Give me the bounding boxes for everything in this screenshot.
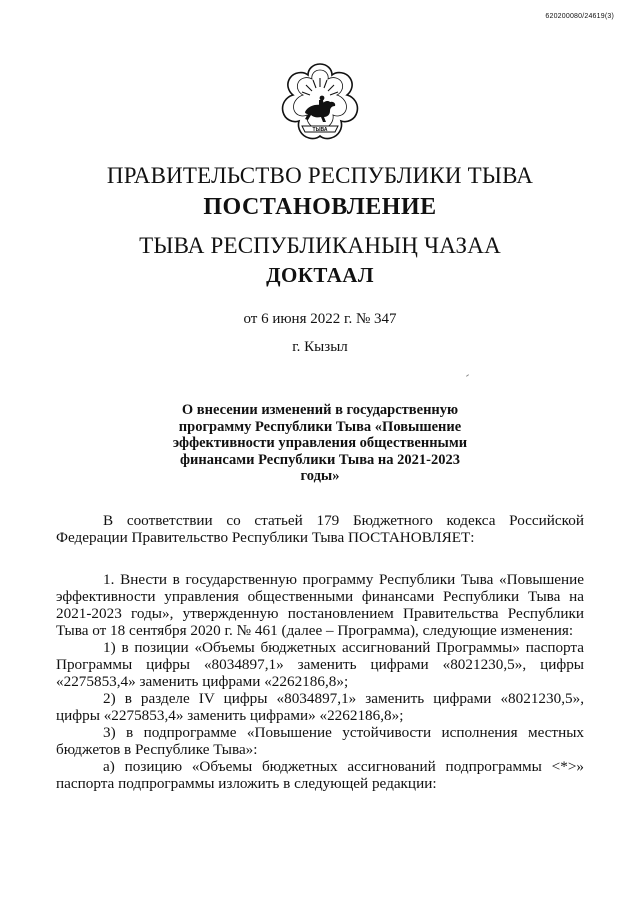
decree-title-tyv: ДОКТААЛ bbox=[266, 263, 374, 287]
decree-title-ru: ПОСТАНОВЛЕНИЕ bbox=[203, 194, 437, 220]
body-paragraph-1: 1. Внести в государственную программу Республики Тыва «Повышение эффективности управления общественными финансами Республики Тыва на 2021-2023 годы», утвержденную постановлением Правительства Республики Тыва от 18 сентября 2020 г. № 461 (далее – Программа), следующие изменения: bbox=[56, 571, 584, 639]
tuva-coat-of-arms-icon bbox=[275, 60, 365, 150]
decree-city: г. Кызыл bbox=[292, 339, 348, 355]
body-block bbox=[56, 571, 584, 792]
preamble-block bbox=[56, 512, 584, 546]
subject-line: финансами Республики Тыва на 2021-2023 годы» bbox=[180, 451, 460, 484]
body-paragraph-3: 2) в разделе IV цифры «8034897,1» заменить цифрами «8021230,5», цифры «2275853,4» заменить цифрами» «2262186,8»; bbox=[56, 690, 584, 724]
government-title-ru: ПРАВИТЕЛЬСТВО РЕСПУБЛИКИ ТЫВА bbox=[106, 163, 534, 188]
subject-line: программу Республики Тыва «Повышение bbox=[178, 418, 462, 435]
body-paragraph-4: 3) в подпрограмме «Повышение устойчивости исполнения местных бюджетов в Республике Тыва»: bbox=[56, 724, 584, 758]
decree-date-number: от 6 июня 2022 г. № 347 bbox=[243, 311, 397, 327]
subject-line: эффективности управления общественными bbox=[172, 435, 468, 451]
svg-text:ТЫВА: ТЫВА bbox=[312, 127, 328, 133]
government-title-tyv: ТЫВА РЕСПУБЛИКАНЫҢ ЧАЗАА bbox=[139, 233, 501, 258]
preamble-paragraph: В соответствии со статьей 179 Бюджетного кодекса Российской Федерации Правительство Республики Тыва ПОСТАНОВЛЯЕТ: bbox=[56, 512, 584, 546]
subject-line: О внесении изменений в государственную bbox=[181, 402, 459, 418]
scan-mark bbox=[466, 374, 469, 377]
body-paragraph-2: 1) в позиции «Объемы бюджетных ассигнований Программы» паспорта Программы цифры «8034897,1» заменить цифрами «8021230,5», цифры «2275853,4» заменить цифрами «2262186,8»; bbox=[56, 639, 584, 690]
body-paragraph-5: а) позицию «Объемы бюджетных ассигнований подпрограммы <*>» паспорта подпрограммы изложить в следующей редакции: bbox=[56, 758, 584, 792]
decree-subject bbox=[170, 402, 470, 485]
document-id: 620200080/24619(3) bbox=[545, 13, 614, 20]
